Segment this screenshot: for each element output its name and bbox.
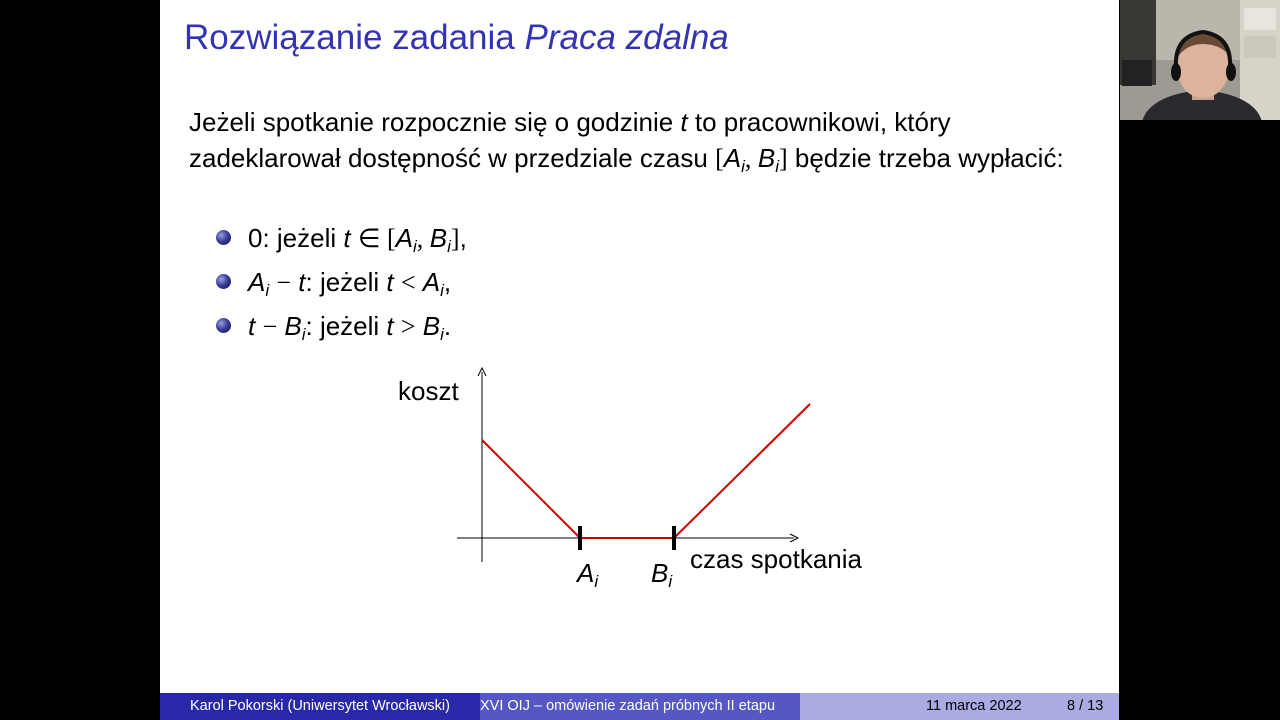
tick-label-b: $B_i$ xyxy=(651,558,673,591)
footer-page-number: 8 / 13 xyxy=(1067,698,1104,714)
footer-author: Karol Pokorski (Uniwersytet Wrocławski) xyxy=(160,693,480,720)
footer-right xyxy=(800,693,1119,720)
list-item: 0: jeżeli t ∈ [$A_i$, $B_i$], xyxy=(216,218,467,262)
webcam-image xyxy=(1120,0,1280,120)
cost-function-plot xyxy=(160,0,1119,690)
footer-talk-title: XVI OIJ – omówienie zadań próbnych II etapu xyxy=(480,693,800,720)
footer-date: 11 marca 2022 xyxy=(926,698,1022,714)
list-item: $t - B_i$: jeżeli $t > B_i$. xyxy=(216,306,467,350)
y-axis-label: koszt xyxy=(398,376,459,406)
webcam-feed xyxy=(1120,0,1280,120)
slide xyxy=(160,0,1119,720)
cost-curve xyxy=(482,404,810,538)
list-item: $A_i - t$: jeżeli $t < A_i$, xyxy=(216,262,467,306)
intro-paragraph: Jeżeli spotkanie rozpocznie się o godzinie t to pracownikowi, który zadeklarował dostępność w przedziale czasu [$A_i$, $B_i$] będzie trzeba wypłacić: xyxy=(189,107,1064,176)
footer-bar xyxy=(160,693,1119,720)
slide-title: Rozwiązanie zadania Praca zdalna xyxy=(184,18,729,57)
tick-label-a: $A_i$ xyxy=(577,558,599,591)
x-axis-label: czas spotkania xyxy=(690,544,862,574)
